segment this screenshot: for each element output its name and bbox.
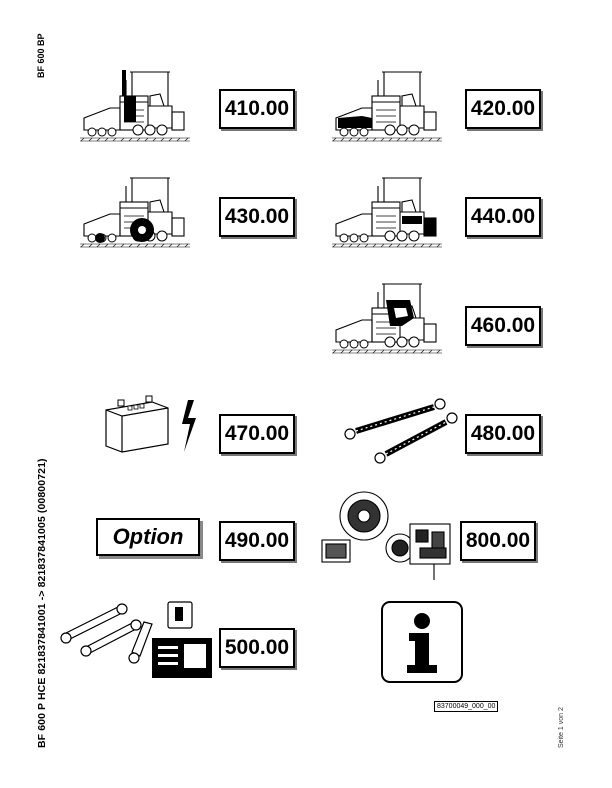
tools-accessories-icon (60, 598, 218, 682)
battery-electrics-icon (104, 394, 204, 458)
paver-screed-icon (332, 172, 444, 250)
page-link-430[interactable]: 430.00 (219, 197, 295, 237)
page-link-440[interactable]: 440.00 (465, 197, 541, 237)
info-icon (381, 601, 463, 683)
hydraulic-hoses-icon (336, 396, 458, 466)
page-link-490[interactable]: 490.00 (219, 521, 295, 561)
serial-range: BF 600 P HCE 821837841001 -> 821837841005 (00800721) (36, 458, 48, 748)
paver-wheel-drive-icon (80, 172, 192, 250)
paver-hopper-icon (332, 66, 444, 144)
page-link-500[interactable]: 500.00 (219, 628, 295, 668)
page-link-460[interactable]: 460.00 (465, 306, 541, 346)
page-link-480[interactable]: 480.00 (465, 414, 541, 454)
page-link-470[interactable]: 470.00 (219, 414, 295, 454)
paver-operator-platform-icon (332, 278, 444, 356)
page-link-420[interactable]: 420.00 (465, 89, 541, 129)
document-code: 83700049_000_00 (434, 701, 498, 712)
paver-tractor-icon (80, 66, 192, 144)
page-link-410[interactable]: 410.00 (219, 89, 295, 129)
page-link-800[interactable]: 800.00 (460, 521, 536, 561)
hydraulic-pump-drive-icon (316, 488, 458, 584)
model-title: BF 600 BP (36, 33, 46, 78)
option-label: Option (96, 518, 200, 556)
page-label: Seite 1 von 2 (558, 707, 565, 748)
